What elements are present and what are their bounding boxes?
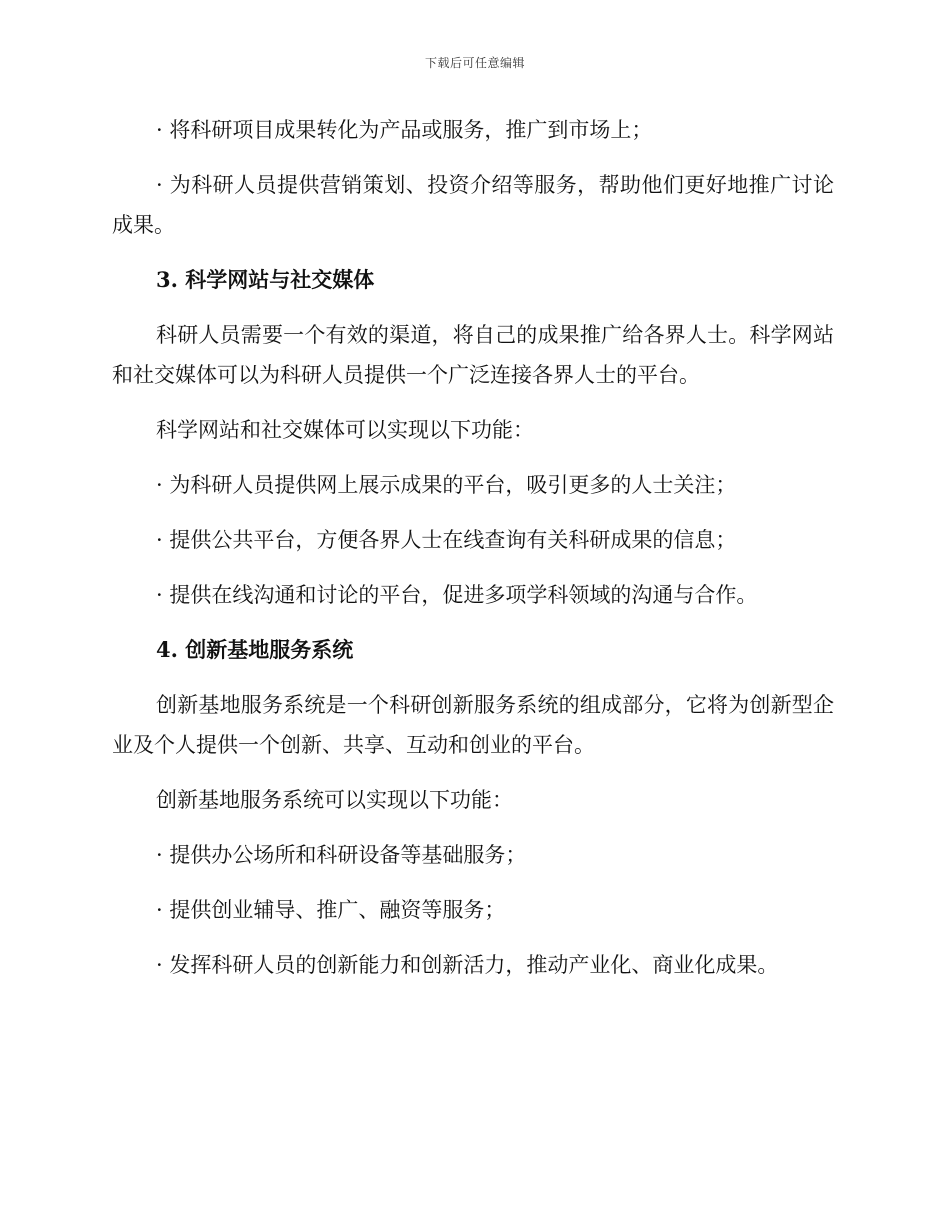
paragraph: 科学网站和社交媒体可以实现以下功能： — [156, 418, 534, 442]
bullet-item: · 发挥科研人员的创新能力和创新活力，推动产业化、商业化成果。 — [156, 953, 779, 977]
bullet-item: · 提供在线沟通和讨论的平台，促进多项学科领域的沟通与合作。 — [156, 583, 758, 607]
bullet-item: · 为科研人员提供网上展示成果的平台，吸引更多的人士关注； — [156, 473, 737, 497]
bullet-item: · 提供办公场所和科研设备等基础服务； — [156, 843, 527, 867]
paragraph: 创新基地服务系统是一个科研创新服务系统的组成部分，它将为创新型企业及个人提供一个创新、共享、互动和创业的平台。 — [112, 693, 834, 757]
paragraph: 科研人员需要一个有效的渠道，将自己的成果推广给各界人士。科学网站和社交媒体可以为科研人员提供一个广泛连接各界人士的平台。 — [112, 323, 834, 387]
bullet-item: · 为科研人员提供营销策划、投资介绍等服务，帮助他们更好地推广讨论成果。 — [112, 173, 834, 237]
bullet-item: · 提供创业辅导、推广、融资等服务； — [156, 898, 506, 922]
section-heading: 4. 创新基地服务系统 — [156, 637, 354, 662]
header-note: 下载后可任意编辑 — [424, 56, 525, 70]
bullet-item: · 将科研项目成果转化为产品或服务，推广到市场上； — [156, 118, 653, 142]
document-body — [112, 110, 834, 1000]
paragraph: 创新基地服务系统可以实现以下功能： — [156, 788, 513, 812]
bullet-item: · 提供公共平台，方便各界人士在线查询有关科研成果的信息； — [156, 528, 737, 552]
section-heading: 3. 科学网站与社交媒体 — [156, 267, 375, 292]
